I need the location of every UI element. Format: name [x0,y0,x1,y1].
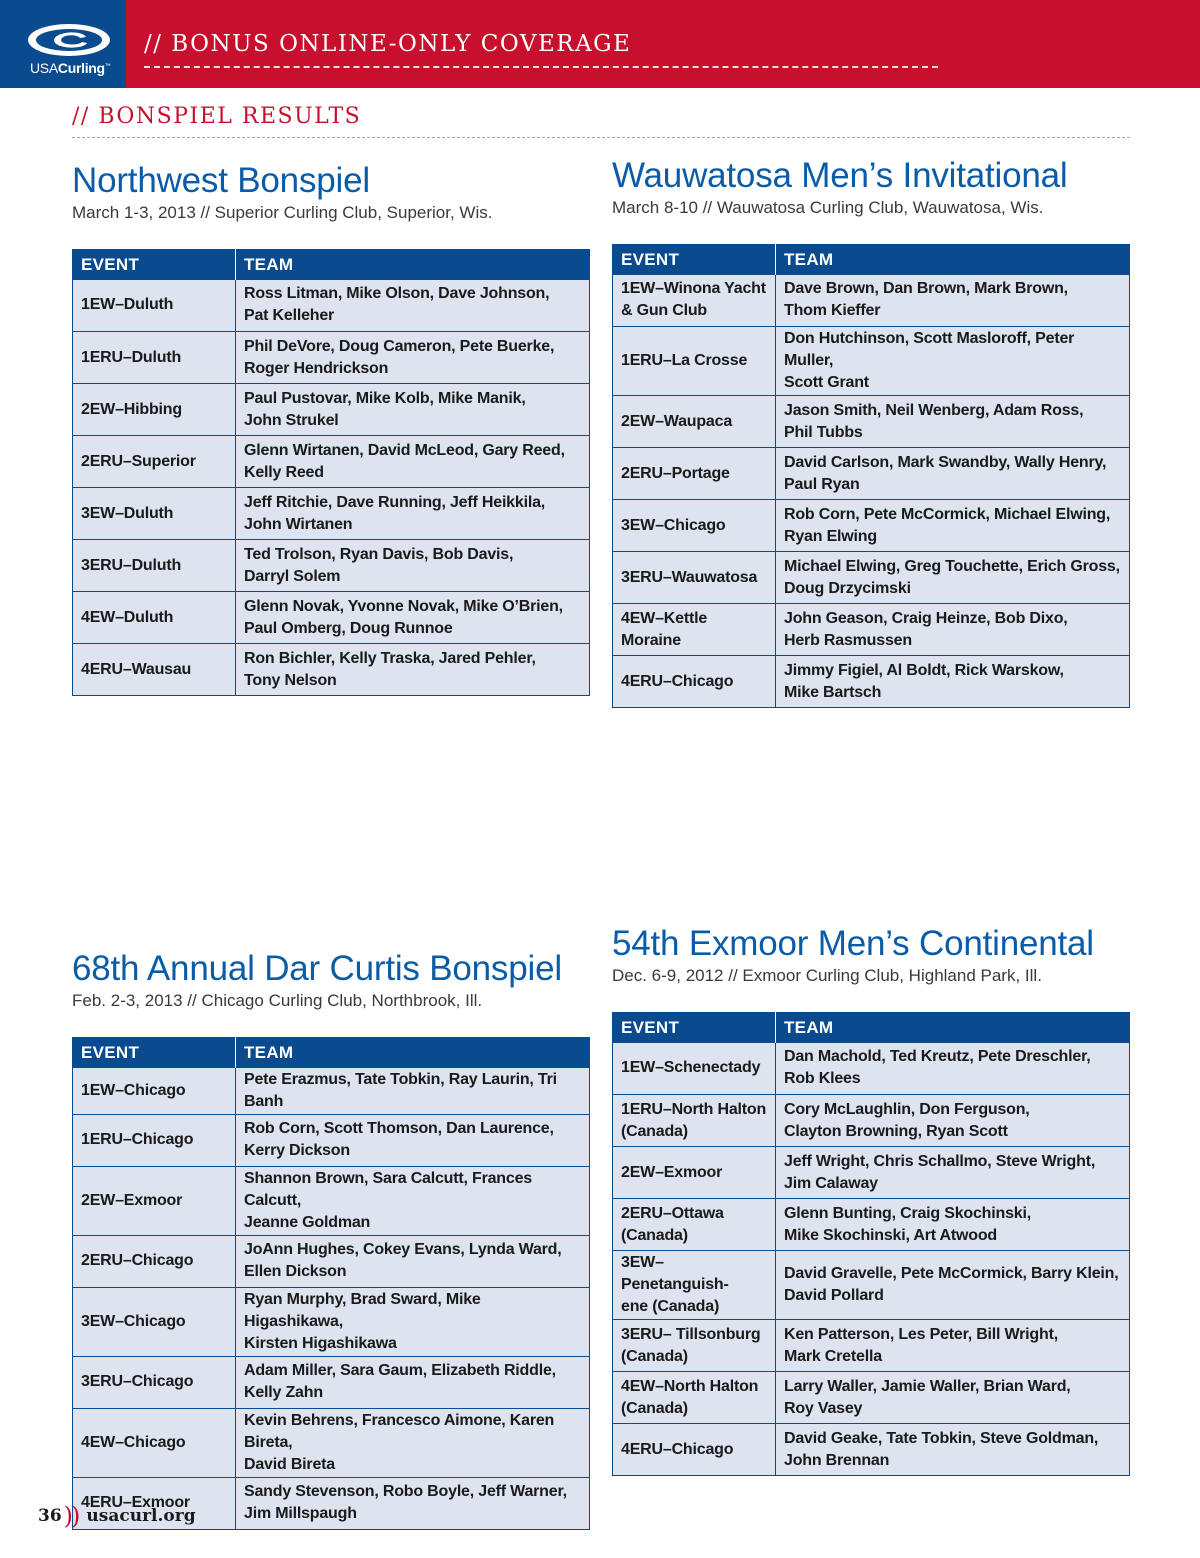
table-row [73,384,590,436]
column-header-event: EVENT [613,1013,776,1043]
team-line: Herb Rasmussen [784,631,912,649]
team-cell [236,1068,590,1115]
team-line: Darryl Solem [244,567,341,585]
team-line: Kevin Behrens, Francesco Aimone, Karen Bireta, [244,1411,555,1451]
event-line: 3ERU– Tillsonburg [621,1325,761,1343]
team-cell [236,436,590,488]
team-cell [236,332,590,384]
results-table [612,244,1130,708]
team-line: Phil DeVore, Doug Cameron, Pete Buerke, [244,337,555,355]
team-line: Larry Waller, Jamie Waller, Brian Ward, [784,1377,1071,1395]
event-cell [73,1356,236,1408]
table-row [73,592,590,644]
panel-subtitle: Feb. 2-3, 2013 // Chicago Curling Club, Northbrook, Ill. [72,991,483,1010]
event-cell [613,1251,776,1320]
team-line: Jim Calaway [784,1174,878,1192]
team-line: Jeff Wright, Chris Schallmo, Steve Wright, [784,1152,1096,1170]
panel-subtitle: March 8-10 // Wauwatosa Curling Club, Wauwatosa, Wis. [612,198,1044,217]
table-row [73,332,590,384]
team-cell [776,1424,1130,1476]
page-number: 36 [38,1506,62,1526]
event-line: 4EW–Duluth [81,608,174,626]
event-line: 2EW–Exmoor [81,1191,183,1209]
table-row [73,1068,590,1115]
table-row [73,280,590,332]
panel-title: Northwest Bonspiel [72,161,370,200]
team-line: Jim Millspaugh [244,1505,357,1522]
team-line: Glenn Bunting, Craig Skochinski, [784,1204,1031,1222]
table-row [73,540,590,592]
table-row [613,500,1130,552]
panel-title: Wauwatosa Men’s Invitational [612,156,1068,195]
team-cell [236,488,590,540]
event-line: 4EW–North Halton [621,1377,759,1395]
table-header-row [613,1013,1130,1043]
team-line: Ellen Dickson [244,1263,347,1280]
table-row [73,1287,590,1356]
team-line: Kerry Dickson [244,1142,350,1159]
section-label: // BONSPIEL RESULTS [72,104,362,129]
team-line: Clayton Browning, Ryan Scott [784,1122,1008,1140]
table-row [613,1251,1130,1320]
team-line: Mike Bartsch [784,683,882,701]
team-cell [236,1166,590,1235]
column-header-event: EVENT [613,245,776,275]
event-cell [73,1166,236,1235]
team-line: Kirsten Higashikawa [244,1334,397,1352]
team-line: Kelly Zahn [244,1384,323,1401]
column-header-team: TEAM [236,250,590,280]
event-cell [73,384,236,436]
team-line: Tony Nelson [244,671,337,689]
team-line: John Geason, Craig Heinze, Bob Dixo, [784,609,1068,627]
event-line: (Canada) [621,1226,688,1244]
table-header-row [73,1038,590,1068]
event-line: & Gun Club [621,302,707,320]
team-line: Jeanne Goldman [244,1213,371,1231]
event-line: (Canada) [621,1347,688,1365]
event-line: 2ERU–Superior [81,452,196,470]
event-cell [613,1043,776,1095]
team-cell [236,280,590,332]
table-row [613,1095,1130,1147]
event-line: 2EW–Waupaca [621,412,733,430]
team-line: Don Hutchinson, Scott Masloroff, Peter Muller, [784,330,1075,369]
panel-title: 54th Exmoor Men’s Continental [612,924,1094,963]
event-cell [73,488,236,540]
event-cell [613,1424,776,1476]
event-cell [613,1199,776,1251]
team-line: David Carlson, Mark Swandby, Wally Henry, [784,453,1107,471]
team-line: Paul Omberg, Doug Runnoe [244,619,453,637]
panel-title: 68th Annual Dar Curtis Bonspiel [72,949,562,988]
table-row [613,1320,1130,1372]
team-cell [776,604,1130,656]
site-url-link[interactable]: usacurl.org [86,1506,196,1526]
table-row [613,1199,1130,1251]
team-line: Ron Bichler, Kelly Traska, Jared Pehler, [244,649,536,667]
table-row [613,327,1130,396]
event-cell [73,540,236,592]
team-cell [236,384,590,436]
event-line: 3EW–Penetanguish- [621,1254,729,1293]
team-line: Mike Skochinski, Art Atwood [784,1226,997,1244]
team-cell [236,1235,590,1287]
team-line: David Gravelle, Pete McCormick, Barry Klein, [784,1265,1119,1282]
event-cell [73,592,236,644]
team-line: Thom Kieffer [784,302,881,320]
table-row [613,1372,1130,1424]
table-row [613,448,1130,500]
team-line: Sandy Stevenson, Robo Boyle, Jeff Warner, [244,1483,567,1500]
team-line: Kelly Reed [244,463,324,481]
event-line: 3ERU–Chicago [81,1373,194,1390]
team-line: Roger Hendrickson [244,359,389,377]
team-cell [776,1043,1130,1095]
team-line: Ryan Murphy, Brad Sward, Mike Higashikawa, [244,1290,481,1330]
team-line: John Brennan [784,1451,890,1469]
event-line: 2EW–Hibbing [81,400,182,418]
column-header-event: EVENT [73,250,236,280]
team-cell [236,1356,590,1408]
team-line: Adam Miller, Sara Gaum, Elizabeth Riddle, [244,1362,556,1379]
panel-northwest-bonspiel [72,163,590,698]
results-table [72,249,590,696]
event-cell [613,500,776,552]
team-cell [776,500,1130,552]
team-cell [776,1095,1130,1147]
page-footer [38,1502,196,1530]
column-header-team: TEAM [776,1013,1130,1043]
team-line: David Pollard [784,1287,884,1304]
team-cell [776,1320,1130,1372]
team-line: Cory McLaughlin, Don Ferguson, [784,1100,1030,1118]
table-row [73,1166,590,1235]
team-line: Rob Corn, Scott Thomson, Dan Laurence, [244,1120,554,1137]
team-line: Jeff Ritchie, Dave Running, Jeff Heikkila, [244,493,546,511]
team-line: Michael Elwing, Greg Touchette, Erich Gross, [784,557,1120,575]
team-line: JoAnn Hughes, Cokey Evans, Lynda Ward, [244,1241,562,1258]
event-cell [613,448,776,500]
logo-wordmark: USACurling™ [30,60,111,76]
team-line: Mark Cretella [784,1347,882,1365]
team-line: Glenn Wirtanen, David McLeod, Gary Reed, [244,441,565,459]
event-cell [73,644,236,696]
team-line: Ross Litman, Mike Olson, Dave Johnson, [244,285,550,303]
event-cell [613,327,776,396]
team-line: Shannon Brown, Sara Calcutt, Frances Calcutt, [244,1169,532,1209]
team-line: Roy Vasey [784,1399,863,1417]
event-line: 3EW–Chicago [81,1312,186,1330]
event-line: 1EW–Chicago [81,1081,186,1099]
team-line: John Wirtanen [244,515,353,533]
panel-subtitle: Dec. 6-9, 2012 // Exmoor Curling Club, Highland Park, Ill. [612,966,1042,985]
event-cell [613,1372,776,1424]
table-row [73,1356,590,1408]
curling-stone-logo-icon [26,22,112,58]
team-line: Ryan Elwing [784,527,877,545]
event-cell [73,1114,236,1166]
header-title: // BONUS ONLINE-ONLY COVERAGE [144,31,632,57]
team-line: Jason Smith, Neil Wenberg, Adam Ross, [784,401,1084,419]
team-line: Pete Erazmus, Tate Tobkin, Ray Laurin, Tri Banh [244,1070,557,1110]
team-line: Glenn Novak, Yvonne Novak, Mike O’Brien, [244,597,563,615]
header-divider [144,66,938,68]
event-cell [613,1320,776,1372]
team-line: Phil Tubbs [784,423,863,441]
team-cell [236,1477,590,1529]
table-header-row [73,250,590,280]
team-cell [236,592,590,644]
event-cell [613,1147,776,1199]
team-cell [776,1199,1130,1251]
event-cell [613,1095,776,1147]
event-line: 1EW–Schenectady [621,1059,761,1077]
event-line: 2EW–Exmoor [621,1163,723,1181]
event-line: 1ERU–Chicago [81,1131,194,1148]
team-line: Paul Ryan [784,475,860,493]
table-row [73,436,590,488]
team-cell [236,1114,590,1166]
event-line: 3EW–Duluth [81,504,174,522]
event-line: 1ERU–Duluth [81,348,182,366]
event-line: 2ERU–Portage [621,464,730,482]
team-line: Ken Patterson, Les Peter, Bill Wright, [784,1325,1058,1343]
table-row [73,1114,590,1166]
event-cell [73,332,236,384]
event-line: 4ERU–Exmoor [81,1494,190,1511]
panel-exmoor-continental [612,924,1130,1469]
table-row [613,1043,1130,1095]
event-cell [73,1235,236,1287]
table-row [613,396,1130,448]
table-row [613,552,1130,604]
panel-wauwatosa-invitational [612,156,1130,701]
table-row [613,275,1130,327]
event-cell [613,396,776,448]
event-cell [73,1287,236,1356]
team-line: Doug Drzycimski [784,579,911,597]
team-cell [236,1408,590,1477]
event-line: 4ERU–Chicago [621,1440,734,1458]
panel-subtitle: March 1-3, 2013 // Superior Curling Club, Superior, Wis. [72,203,493,222]
team-line: Paul Pustovar, Mike Kolb, Mike Manik, [244,389,526,407]
team-cell [776,396,1130,448]
event-cell [73,280,236,332]
team-cell [236,644,590,696]
event-cell [613,604,776,656]
section-divider [72,137,1130,138]
team-cell [776,552,1130,604]
team-line: Jimmy Figiel, Al Boldt, Rick Warskow, [784,661,1064,679]
team-line: Rob Corn, Pete McCormick, Michael Elwing, [784,505,1111,523]
column-header-event: EVENT [73,1038,236,1068]
event-line: 4EW–Kettle Moraine [621,609,708,649]
table-row [613,1147,1130,1199]
team-line: Ted Trolson, Ryan Davis, Bob Davis, [244,545,514,563]
footer-ornament: )) [63,1502,79,1530]
table-row [613,604,1130,656]
team-cell [776,1251,1130,1320]
event-line: 1EW–Winona Yacht [621,280,766,298]
team-line: Dan Machold, Ted Kreutz, Pete Dreschler, [784,1048,1091,1066]
event-line: 1ERU–La Crosse [621,352,748,369]
team-line: Dave Brown, Dan Brown, Mark Brown, [784,280,1068,298]
team-line: Scott Grant [784,374,869,391]
event-line: 2ERU–Ottawa [621,1204,724,1222]
team-cell [776,327,1130,396]
usa-curling-logo[interactable] [0,0,126,88]
event-cell [73,1408,236,1477]
table-row [613,656,1130,708]
team-cell [776,1147,1130,1199]
team-line: David Bireta [244,1455,335,1473]
table-row [613,1424,1130,1476]
event-line: 3EW–Chicago [621,516,726,534]
team-cell [776,1372,1130,1424]
team-line: Rob Klees [784,1070,861,1088]
event-line: (Canada) [621,1122,688,1140]
event-line: 3ERU–Wauwatosa [621,568,758,586]
team-cell [776,448,1130,500]
team-cell [776,656,1130,708]
event-cell [73,436,236,488]
results-table [72,1037,590,1530]
event-line: 3ERU–Duluth [81,556,182,574]
header-banner [0,0,1200,88]
results-table [612,1012,1130,1476]
event-cell [73,1068,236,1115]
event-cell [613,552,776,604]
event-line: 4ERU–Chicago [621,672,734,690]
column-header-team: TEAM [776,245,1130,275]
team-line: Pat Kelleher [244,307,335,325]
table-row [73,1408,590,1477]
event-line: ene (Canada) [621,1298,720,1315]
event-cell [613,656,776,708]
column-header-team: TEAM [236,1038,590,1068]
table-header-row [613,245,1130,275]
event-line: 1ERU–North Halton [621,1100,767,1118]
team-line: David Geake, Tate Tobkin, Steve Goldman, [784,1429,1099,1447]
event-line: 4ERU–Wausau [81,660,192,678]
table-row [73,644,590,696]
event-line: 2ERU–Chicago [81,1252,194,1269]
team-line: John Strukel [244,411,339,429]
event-line: (Canada) [621,1399,688,1417]
table-row [73,1235,590,1287]
event-line: 1EW–Duluth [81,296,174,314]
event-cell [613,275,776,327]
team-cell [236,540,590,592]
event-line: 4EW–Chicago [81,1433,186,1451]
table-row [73,488,590,540]
team-cell [236,1287,590,1356]
team-cell [776,275,1130,327]
